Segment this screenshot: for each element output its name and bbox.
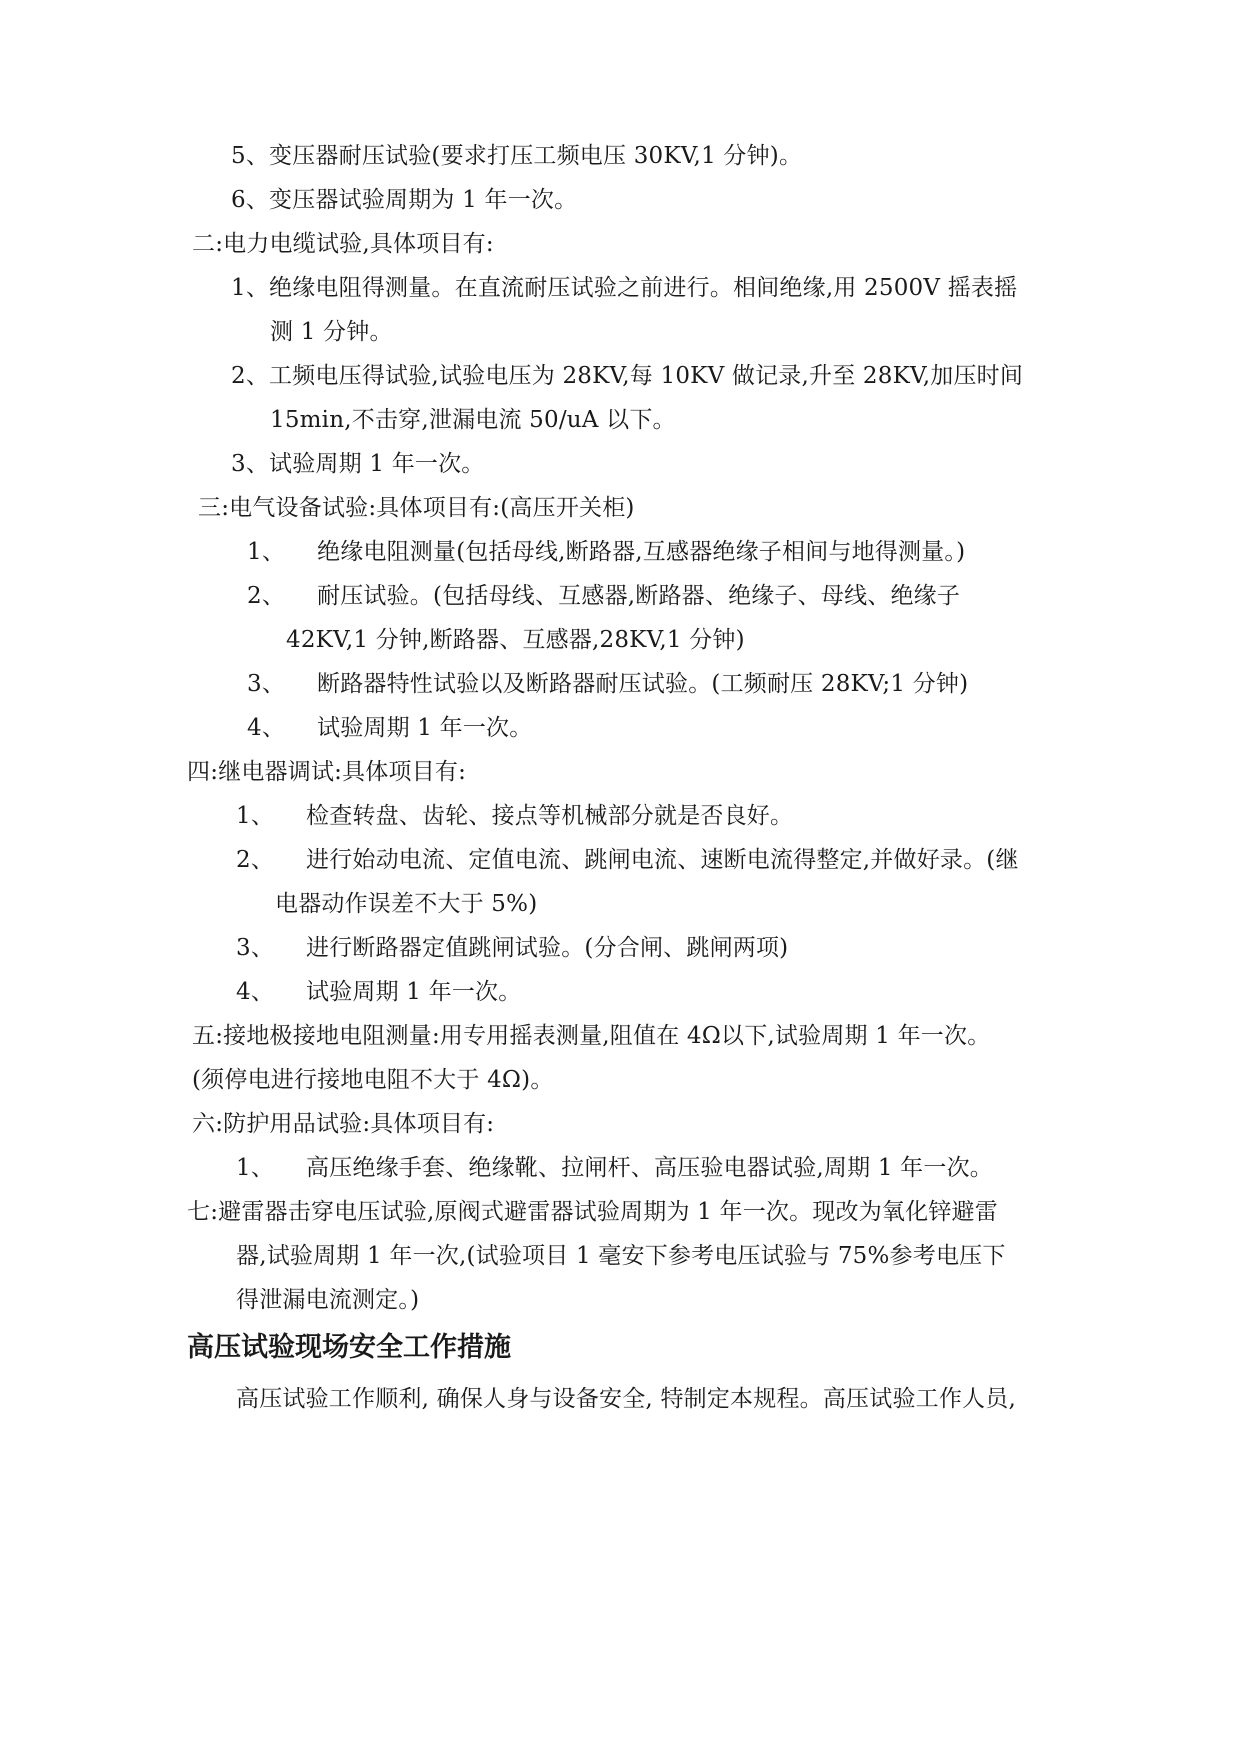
section-7-arrester-cont-1: 器,试验周期 1 年一次,(试验项目 1 毫安下参考电压试验与 75%参考电压下 — [236, 1243, 1006, 1269]
cable-item-1-cont: 测 1 分钟。 — [270, 319, 393, 345]
equipment-item-2 — [247, 581, 960, 611]
relay-item-3 — [236, 933, 788, 963]
protective-item-1 — [236, 1153, 993, 1183]
list-text: 断路器特性试验以及断路器耐压试验。(工频耐压 28KV;1 分钟) — [317, 671, 969, 697]
list-text: 高压绝缘手套、绝缘靴、拉闸杆、高压验电器试验,周期 1 年一次。 — [306, 1155, 993, 1181]
section-5-grounding: 五:接地极接地电阻测量:用专用摇表测量,阻值在 4Ω以下,试验周期 1 年一次。 — [192, 1023, 991, 1049]
list-text: 进行断路器定值跳闸试验。(分合闸、跳闸两项) — [306, 935, 789, 961]
list-text: 绝缘电阻测量(包括母线,断路器,互感器绝缘子相间与地得测量。) — [317, 539, 966, 565]
equipment-item-3 — [247, 669, 968, 699]
section-3-electrical-equipment-heading: 三:电气设备试验:具体项目有:(高压开关柜) — [198, 495, 635, 521]
list-number: 1、 — [236, 1155, 275, 1181]
cable-item-1: 1、绝缘电阻得测量。在直流耐压试验之前进行。相间绝缘,用 2500V 摇表摇 — [231, 275, 1018, 301]
section-7-arrester: 七:避雷器击穿电压试验,原阀式避雷器试验周期为 1 年一次。现改为氧化锌避雷 — [187, 1199, 998, 1225]
list-number: 3、 — [247, 671, 286, 697]
body-paragraph-line: 高压试验工作顺利, 确保人身与设备安全, 特制定本规程。高压试验工作人员, — [236, 1386, 1016, 1412]
list-number: 4、 — [247, 715, 286, 741]
list-number: 2、 — [247, 583, 286, 609]
list-text: 试验周期 1 年一次。 — [306, 979, 522, 1005]
item-5-transformer-withstand: 5、变压器耐压试验(要求打压工频电压 30KV,1 分钟)。 — [231, 143, 803, 169]
cable-item-2: 2、工频电压得试验,试验电压为 28KV,每 10KV 做记录,升至 28KV,加压时间 — [231, 363, 1024, 389]
cable-item-2-cont: 15min,不击穿,泄漏电流 50/uA 以下。 — [270, 407, 676, 433]
section-6-protective-heading: 六:防护用品试验:具体项目有: — [192, 1111, 495, 1137]
equipment-item-2-cont: 42KV,1 分钟,断路器、互感器,28KV,1 分钟) — [286, 627, 745, 653]
list-text: 试验周期 1 年一次。 — [317, 715, 533, 741]
section-5-grounding-note: (须停电进行接地电阻不大于 4Ω)。 — [192, 1067, 554, 1093]
section-7-arrester-cont-2: 得泄漏电流测定。) — [236, 1287, 420, 1313]
section-2-cable-test-heading: 二:电力电缆试验,具体项目有: — [192, 231, 494, 257]
list-number: 1、 — [236, 803, 275, 829]
list-number: 4、 — [236, 979, 275, 1005]
list-text: 耐压试验。(包括母线、互感器,断路器、绝缘子、母线、绝缘子 — [317, 583, 961, 609]
list-number: 1、 — [247, 539, 286, 565]
section-4-relay-heading: 四:继电器调试:具体项目有: — [187, 759, 467, 785]
relay-item-1 — [236, 801, 793, 831]
equipment-item-1 — [247, 537, 965, 567]
list-number: 2、 — [236, 847, 275, 873]
relay-item-2-cont: 电器动作误差不大于 5%) — [275, 891, 538, 917]
item-6-transformer-period: 6、变压器试验周期为 1 年一次。 — [231, 187, 578, 213]
cable-item-3: 3、试验周期 1 年一次。 — [231, 451, 485, 477]
list-number: 3、 — [236, 935, 275, 961]
equipment-item-4 — [247, 713, 532, 743]
relay-item-4 — [236, 977, 521, 1007]
section-title: 高压试验现场安全工作措施 — [187, 1332, 511, 1363]
relay-item-2 — [236, 845, 1019, 875]
list-text: 进行始动电流、定值电流、跳闸电流、速断电流得整定,并做好录。(继 — [306, 847, 1019, 873]
list-text: 检查转盘、齿轮、接点等机械部分就是否良好。 — [306, 803, 794, 829]
